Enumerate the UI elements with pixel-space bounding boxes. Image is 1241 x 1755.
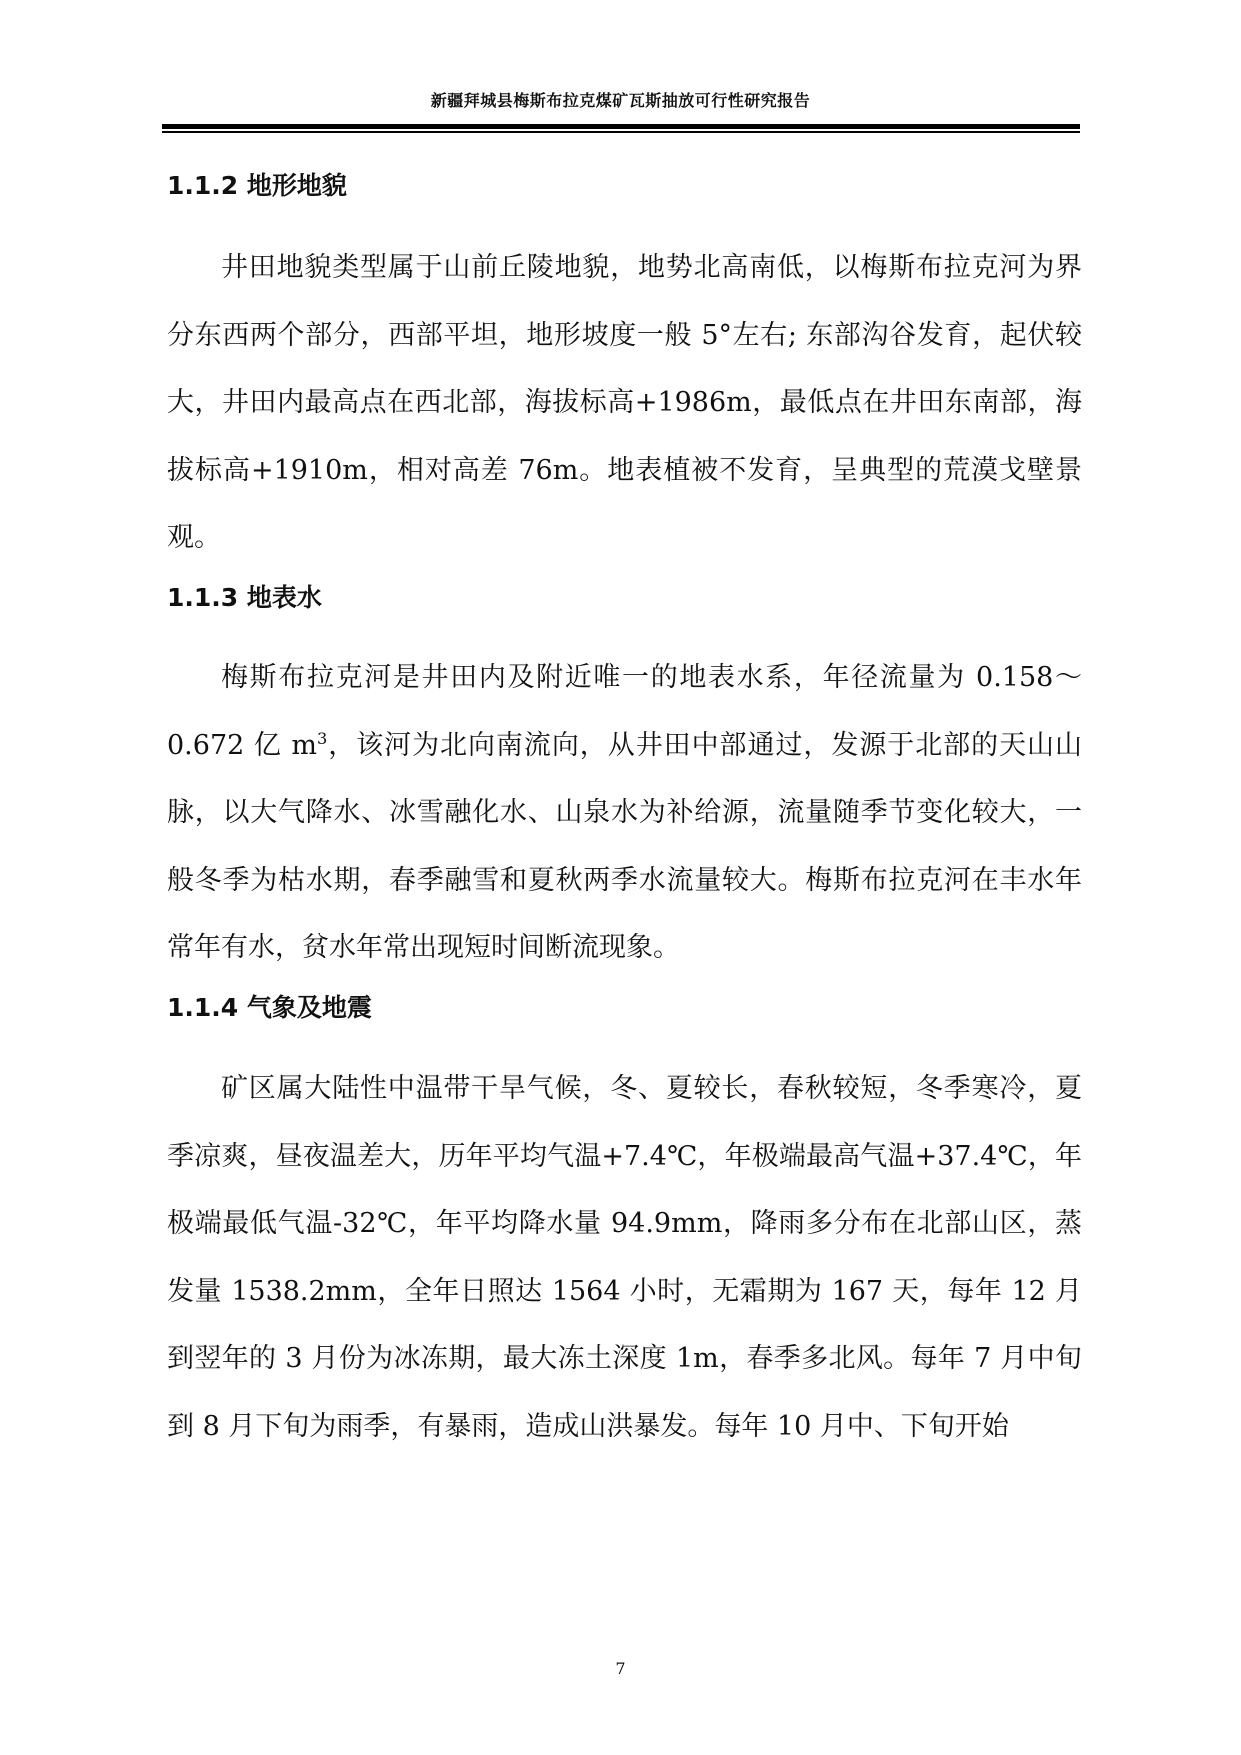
- surface-water-text-part-1: 梅斯布拉克河是井田内及附近唯一的地表水系，年径流量为 0.158～0.672 亿 m: [167, 662, 1082, 761]
- document-header-title: 新疆拜城县梅斯布拉克煤矿瓦斯抽放可行性研究报告: [430, 91, 811, 110]
- section-heading-terrain: 1.1.2 地形地貌: [167, 171, 347, 200]
- header-rule-thin: [162, 131, 1080, 133]
- section-paragraph-terrain: 井田地貌类型属于山前丘陵地貌，地势北高南低，以梅斯布拉克河为界分东西两个部分，西部平坦，地形坡度一般 5°左右; 东部沟谷发育，起伏较大，井田内最高点在西北部，海拔标高+1986m，最低点在井田东南部，海拔标高+1910m，相对高差 76m。地表植被不发育，呈典型的荒漠戈壁景观。: [167, 252, 1082, 553]
- surface-water-text-part-2: ，该河为北向南流向，从井田中部通过，发源于北部的天山山脉，以大气降水、冰雪融化水、山泉水为补给源，流量随季节变化较大，一般冬季为枯水期，春季融雪和夏秋两季水流量较大。梅斯布拉克河在丰水年常年有水，贫水年常出现短时间断流现象。: [167, 729, 1082, 963]
- header-rule-thick: [162, 124, 1080, 129]
- section-heading-climate-earthquake: 1.1.4 气象及地震: [167, 993, 372, 1022]
- section-paragraph-surface-water: [167, 644, 1082, 982]
- section-heading-surface-water: 1.1.3 地表水: [167, 583, 322, 612]
- cubic-superscript: 3: [316, 728, 328, 748]
- page-number: 7: [615, 1659, 626, 1678]
- section-paragraph-climate-earthquake: 矿区属大陆性中温带干旱气候，冬、夏较长，春秋较短，冬季寒冷，夏季凉爽，昼夜温差大，历年平均气温+7.4℃，年极端最高气温+37.4℃，年极端最低气温-32℃，年平均降水量 94.9mm，降雨多分布在北部山区，蒸发量 1538.2mm，全年日照达 1564 小时，无霜期为 167 天，每年 12 月到翌年的 3 月份为冰冻期，最大冻土深度 1m，春季多北风。每年 7 月中旬到 8 月下旬为雨季，有暴雨，造成山洪暴发。每年 10 月中、下旬开始: [167, 1073, 1082, 1442]
